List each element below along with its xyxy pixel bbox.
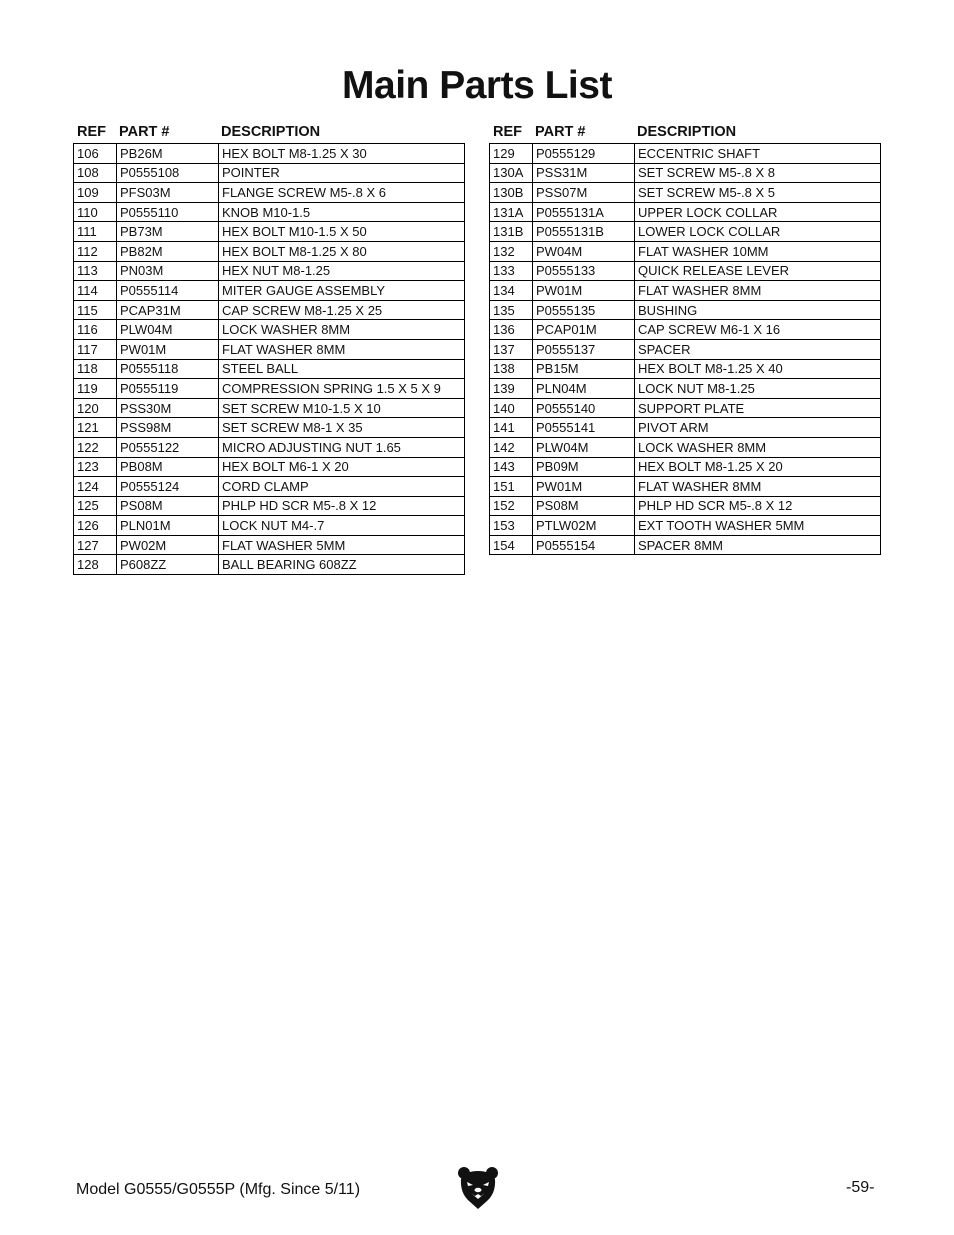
part-number-cell: PS08M — [533, 497, 635, 516]
ref-cell: 119 — [74, 379, 117, 398]
description-cell: HEX BOLT M8-1.25 X 80 — [222, 243, 367, 259]
table-row — [490, 183, 880, 203]
description-cell: FLAT WASHER 5MM — [222, 537, 346, 553]
description-cell: FLAT WASHER 8MM — [222, 341, 346, 357]
part-number-cell: P0555137 — [533, 340, 635, 359]
part-number-cell: P0555108 — [117, 164, 219, 183]
description-cell: FLAT WASHER 8MM — [638, 478, 762, 494]
table-row — [490, 262, 880, 282]
description-cell: BUSHING — [638, 302, 698, 318]
part-number-cell: PTLW02M — [533, 516, 635, 535]
footer-model-text: Model G0555/G0555P (Mfg. Since 5/11) — [76, 1181, 361, 1198]
part-number-cell: P0555135 — [533, 301, 635, 320]
part-number-cell: PFS03M — [117, 183, 219, 202]
table-row — [490, 536, 880, 556]
table-row — [490, 477, 880, 497]
table-header — [73, 120, 465, 143]
part-number-cell: PW01M — [533, 477, 635, 496]
description-cell: SET SCREW M8-1 X 35 — [222, 420, 363, 436]
part-number-cell: P0555119 — [117, 379, 219, 398]
description-cell: STEEL BALL — [222, 361, 299, 377]
part-number-cell: PB09M — [533, 458, 635, 477]
description-cell: SPACER 8MM — [638, 537, 723, 553]
part-number-cell: PS08M — [117, 497, 219, 516]
part-number-cell: P0555140 — [533, 399, 635, 418]
header-ref: REF — [493, 123, 522, 140]
ref-cell: 138 — [490, 360, 533, 379]
table-row — [490, 458, 880, 478]
ref-cell: 133 — [490, 262, 533, 281]
part-number-cell: PLW04M — [117, 320, 219, 339]
ref-cell: 143 — [490, 458, 533, 477]
table-row — [490, 164, 880, 184]
part-number-cell: P0555131A — [533, 203, 635, 222]
table-row — [74, 360, 464, 380]
part-number-cell: PW02M — [117, 536, 219, 555]
table-row — [74, 418, 464, 438]
header-part-number: PART # — [119, 123, 170, 140]
ref-cell: 134 — [490, 281, 533, 300]
part-number-cell: PB73M — [117, 222, 219, 241]
part-number-cell: PLW04M — [533, 438, 635, 457]
ref-cell: 110 — [74, 203, 117, 222]
table-row — [490, 379, 880, 399]
ref-cell: 121 — [74, 418, 117, 437]
table-row — [74, 281, 464, 301]
description-cell: FLANGE SCREW M5-.8 X 6 — [222, 184, 386, 200]
table-row — [490, 203, 880, 223]
table-row — [74, 320, 464, 340]
description-cell: LOCK WASHER 8MM — [222, 322, 351, 338]
ref-cell: 114 — [74, 281, 117, 300]
table-row — [74, 399, 464, 419]
description-cell: MICRO ADJUSTING NUT 1.65 — [222, 439, 401, 455]
ref-cell: 130A — [490, 164, 533, 183]
description-cell: LOCK NUT M4-.7 — [222, 518, 325, 534]
ref-cell: 152 — [490, 497, 533, 516]
ref-cell: 111 — [74, 222, 117, 241]
part-number-cell: PLN01M — [117, 516, 219, 535]
table-row — [490, 144, 880, 164]
description-cell: UPPER LOCK COLLAR — [638, 204, 778, 220]
table-row — [490, 360, 880, 380]
part-number-cell: PW01M — [117, 340, 219, 359]
ref-cell: 112 — [74, 242, 117, 261]
ref-cell: 124 — [74, 477, 117, 496]
description-cell: LOCK WASHER 8MM — [638, 439, 767, 455]
part-number-cell: PW04M — [533, 242, 635, 261]
part-number-cell: P0555133 — [533, 262, 635, 281]
table-body — [73, 143, 465, 575]
description-cell: CAP SCREW M6-1 X 16 — [638, 322, 781, 338]
description-cell: PIVOT ARM — [638, 420, 709, 436]
ref-cell: 115 — [74, 301, 117, 320]
description-cell: ECCENTRIC SHAFT — [638, 145, 761, 161]
header-description: DESCRIPTION — [637, 123, 737, 140]
description-cell: HEX BOLT M8-1.25 X 20 — [638, 459, 783, 475]
table-row — [74, 497, 464, 517]
ref-cell: 116 — [74, 320, 117, 339]
ref-cell: 132 — [490, 242, 533, 261]
table-row — [490, 399, 880, 419]
description-cell: SET SCREW M10-1.5 X 10 — [222, 400, 381, 416]
parts-table-left — [73, 120, 465, 575]
ref-cell: 127 — [74, 536, 117, 555]
ref-cell: 126 — [74, 516, 117, 535]
table-row — [74, 555, 464, 575]
table-row — [490, 340, 880, 360]
table-row — [74, 477, 464, 497]
table-row — [74, 458, 464, 478]
description-cell: FLAT WASHER 8MM — [638, 282, 762, 298]
table-row — [74, 164, 464, 184]
ref-cell: 123 — [74, 458, 117, 477]
part-number-cell: P0555141 — [533, 418, 635, 437]
ref-cell: 130B — [490, 183, 533, 202]
part-number-cell: PN03M — [117, 262, 219, 281]
ref-cell: 113 — [74, 262, 117, 281]
table-row — [74, 222, 464, 242]
ref-cell: 136 — [490, 320, 533, 339]
ref-cell: 109 — [74, 183, 117, 202]
part-number-cell: P0555154 — [533, 536, 635, 555]
table-row — [74, 438, 464, 458]
ref-cell: 125 — [74, 497, 117, 516]
part-number-cell: PCAP01M — [533, 320, 635, 339]
description-cell: HEX BOLT M8-1.25 X 40 — [638, 361, 783, 377]
description-cell: LOWER LOCK COLLAR — [638, 224, 781, 240]
description-cell: HEX BOLT M8-1.25 X 30 — [222, 145, 367, 161]
page-number: -59- — [846, 1179, 875, 1196]
description-cell: SET SCREW M5-.8 X 5 — [638, 184, 776, 200]
part-number-cell: P0555110 — [117, 203, 219, 222]
ref-cell: 137 — [490, 340, 533, 359]
description-cell: SPACER — [638, 341, 691, 357]
part-number-cell: PB26M — [117, 144, 219, 163]
description-cell: HEX NUT M8-1.25 — [222, 263, 331, 279]
table-row — [490, 222, 880, 242]
part-number-cell: PSS98M — [117, 418, 219, 437]
description-cell: FLAT WASHER 10MM — [638, 243, 769, 259]
part-number-cell: P0555118 — [117, 360, 219, 379]
description-cell: CORD CLAMP — [222, 478, 309, 494]
ref-cell: 117 — [74, 340, 117, 359]
bear-head-logo-icon — [457, 1165, 499, 1211]
parts-table-right — [489, 120, 881, 555]
table-row — [490, 497, 880, 517]
ref-cell: 153 — [490, 516, 533, 535]
ref-cell: 128 — [74, 555, 117, 574]
ref-cell: 151 — [490, 477, 533, 496]
header-description: DESCRIPTION — [221, 123, 321, 140]
table-row — [74, 183, 464, 203]
description-cell: BALL BEARING 608ZZ — [222, 557, 357, 573]
description-cell: CAP SCREW M8-1.25 X 25 — [222, 302, 383, 318]
ref-cell: 141 — [490, 418, 533, 437]
description-cell: POINTER — [222, 165, 280, 181]
table-row — [74, 301, 464, 321]
table-row — [74, 144, 464, 164]
description-cell: QUICK RELEASE LEVER — [638, 263, 789, 279]
part-number-cell: P0555131B — [533, 222, 635, 241]
header-part-number: PART # — [535, 123, 586, 140]
description-cell: KNOB M10-1.5 — [222, 204, 311, 220]
ref-cell: 118 — [74, 360, 117, 379]
part-number-cell: PLN04M — [533, 379, 635, 398]
table-row — [74, 340, 464, 360]
page-title: Main Parts List — [342, 64, 612, 107]
table-row — [490, 320, 880, 340]
ref-cell: 120 — [74, 399, 117, 418]
description-cell: MITER GAUGE ASSEMBLY — [222, 282, 386, 298]
table-row — [490, 516, 880, 536]
table-row — [74, 262, 464, 282]
ref-cell: 135 — [490, 301, 533, 320]
description-cell: PHLP HD SCR M5-.8 X 12 — [222, 498, 377, 514]
table-body — [489, 143, 881, 555]
description-cell: HEX BOLT M10-1.5 X 50 — [222, 224, 367, 240]
table-row — [490, 242, 880, 262]
part-number-cell: P0555122 — [117, 438, 219, 457]
description-cell: SET SCREW M5-.8 X 8 — [638, 165, 776, 181]
table-row — [74, 379, 464, 399]
part-number-cell: PB08M — [117, 458, 219, 477]
table-row — [490, 301, 880, 321]
ref-cell: 122 — [74, 438, 117, 457]
table-row — [74, 536, 464, 556]
part-number-cell: PB82M — [117, 242, 219, 261]
part-number-cell: P608ZZ — [117, 555, 219, 574]
ref-cell: 142 — [490, 438, 533, 457]
ref-cell: 154 — [490, 536, 533, 555]
header-ref: REF — [77, 123, 106, 140]
description-cell: PHLP HD SCR M5-.8 X 12 — [638, 498, 793, 514]
table-row — [74, 203, 464, 223]
part-number-cell: PSS31M — [533, 164, 635, 183]
part-number-cell: PCAP31M — [117, 301, 219, 320]
description-cell: LOCK NUT M8-1.25 — [638, 380, 755, 396]
ref-cell: 108 — [74, 164, 117, 183]
table-row — [490, 438, 880, 458]
description-cell: COMPRESSION SPRING 1.5 X 5 X 9 — [222, 380, 441, 396]
part-number-cell: P0555114 — [117, 281, 219, 300]
part-number-cell: PSS07M — [533, 183, 635, 202]
description-cell: EXT TOOTH WASHER 5MM — [638, 518, 805, 534]
ref-cell: 106 — [74, 144, 117, 163]
table-row — [74, 516, 464, 536]
part-number-cell: P0555124 — [117, 477, 219, 496]
ref-cell: 131A — [490, 203, 533, 222]
part-number-cell: PB15M — [533, 360, 635, 379]
description-cell: HEX BOLT M6-1 X 20 — [222, 459, 349, 475]
ref-cell: 140 — [490, 399, 533, 418]
table-row — [490, 418, 880, 438]
ref-cell: 139 — [490, 379, 533, 398]
table-header — [489, 120, 881, 143]
part-number-cell: PW01M — [533, 281, 635, 300]
ref-cell: 131B — [490, 222, 533, 241]
part-number-cell: P0555129 — [533, 144, 635, 163]
part-number-cell: PSS30M — [117, 399, 219, 418]
table-row — [490, 281, 880, 301]
ref-cell: 129 — [490, 144, 533, 163]
table-row — [74, 242, 464, 262]
description-cell: SUPPORT PLATE — [638, 400, 745, 416]
